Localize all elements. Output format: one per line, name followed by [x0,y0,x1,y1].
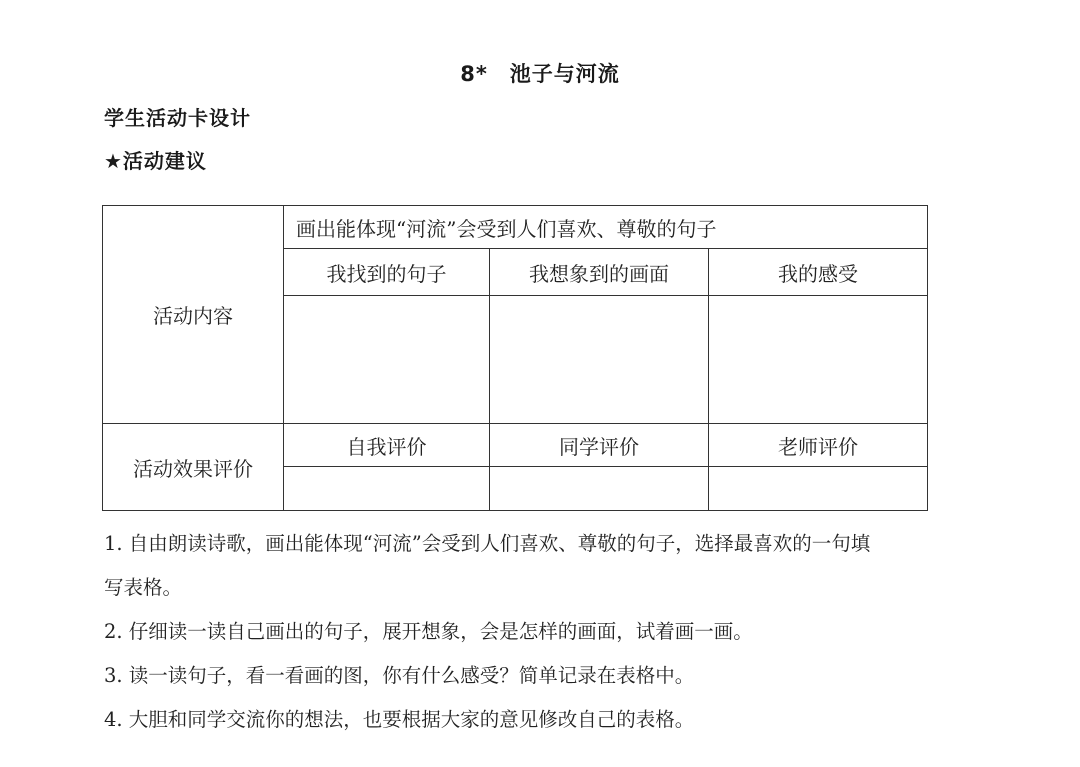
cell-found-sentence[interactable] [284,296,490,424]
activity-table [102,205,928,511]
header-imagined-picture: 我想象到的画面 [490,249,709,296]
activity-content-label: 活动内容 [103,206,284,424]
section-heading: ★活动建议 [104,149,207,173]
table-row [103,424,928,467]
cell-my-feeling[interactable] [709,296,928,424]
cell-imagined-picture[interactable] [490,296,709,424]
page-title: 8* 池子与河流 [460,62,620,86]
header-found-sentence: 我找到的句子 [284,249,490,296]
activity-eval-label: 活动效果评价 [103,424,284,511]
instruction-item: 1. 自由朗读诗歌，画出能体现“河流”会受到人们喜欢、尊敬的句子，选择最喜欢的一句填 [104,532,871,555]
header-teacher-eval: 老师评价 [709,424,928,467]
instruction-item: 2. 仔细读一读自己画出的句子，展开想象，会是怎样的画面，试着画一画。 [104,620,753,643]
cell-teacher-eval[interactable] [709,467,928,511]
header-peer-eval: 同学评价 [490,424,709,467]
header-self-eval: 自我评价 [284,424,490,467]
cell-peer-eval[interactable] [490,467,709,511]
instructions-list [104,522,994,742]
header-my-feeling: 我的感受 [709,249,928,296]
instruction-item: 写表格。 [104,576,183,599]
instruction-item: 4. 大胆和同学交流你的想法，也要根据大家的意见修改自己的表格。 [104,708,695,731]
instruction-item: 3. 读一读句子，看一看画的图，你有什么感受？简单记录在表格中。 [104,664,695,687]
activity-topic: 画出能体现“河流”会受到人们喜欢、尊敬的句子 [284,206,928,249]
table-row [103,206,928,249]
cell-self-eval[interactable] [284,467,490,511]
subtitle: 学生活动卡设计 [104,106,251,130]
